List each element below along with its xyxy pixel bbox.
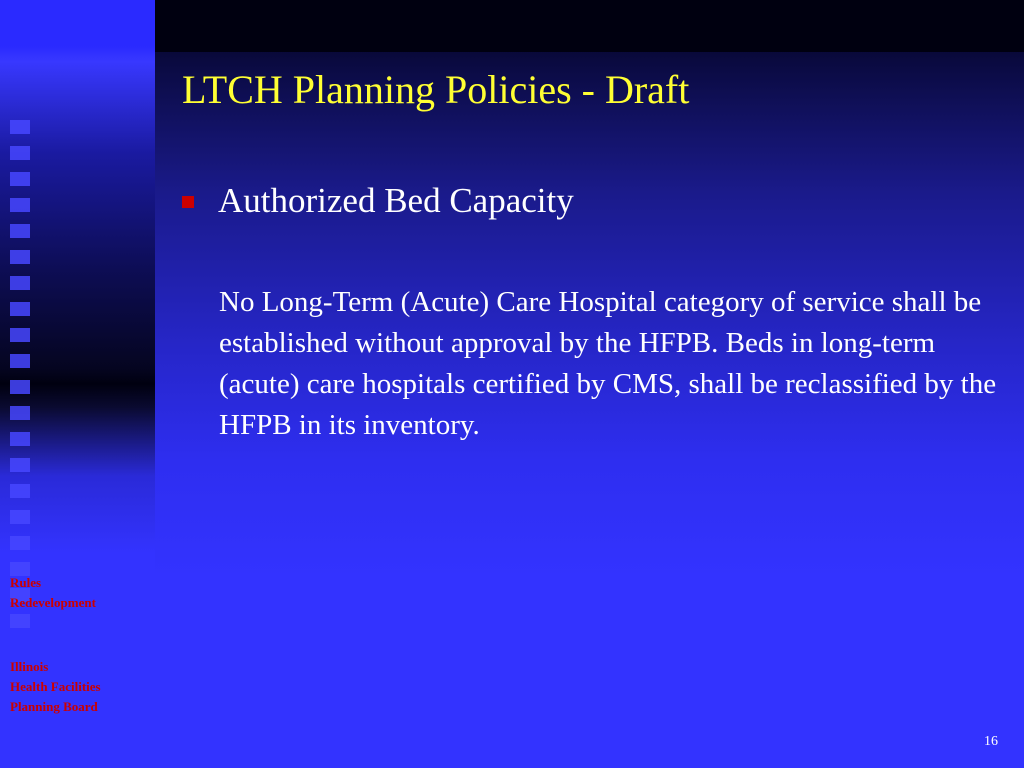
decor-square xyxy=(10,406,30,420)
decor-square xyxy=(10,224,30,238)
decor-square xyxy=(10,302,30,316)
square-bullet-icon xyxy=(182,196,194,208)
decor-square xyxy=(10,432,30,446)
page-number: 16 xyxy=(984,734,998,749)
body-paragraph: No Long-Term (Acute) Care Hospital category of service shall be established without approval by the HFPB. Beds in long-term (acute) care hospitals certified by CMS, shall be reclassified by the HFPB in its inventory. xyxy=(219,286,997,441)
bullet-item xyxy=(182,178,574,224)
decor-square xyxy=(10,250,30,264)
decor-square xyxy=(10,172,30,186)
sidebar xyxy=(0,0,155,768)
sidebar-line-redevelopment: Redevelopment xyxy=(10,595,96,610)
sidebar-caption-rules xyxy=(10,573,96,613)
decor-square xyxy=(10,328,30,342)
decor-square xyxy=(10,198,30,212)
sidebar-line-planning-board: Planning Board xyxy=(10,699,98,714)
sidebar-line-rules: Rules xyxy=(10,575,42,590)
decor-square xyxy=(10,354,30,368)
sidebar-line-illinois: Illinois xyxy=(10,659,49,674)
decor-square xyxy=(10,484,30,498)
decor-square xyxy=(10,614,30,628)
sidebar-square-column xyxy=(10,120,32,640)
decor-square xyxy=(10,380,30,394)
sidebar-caption-board xyxy=(10,657,101,717)
decor-square xyxy=(10,458,30,472)
decor-square xyxy=(10,536,30,550)
decor-square xyxy=(10,276,30,290)
sidebar-line-health-facilities: Health Facilities xyxy=(10,679,101,694)
decor-square xyxy=(10,120,30,134)
decor-square xyxy=(10,146,30,160)
slide-title: LTCH Planning Policies - Draft xyxy=(182,67,690,112)
bullet-text: Authorized Bed Capacity xyxy=(218,181,574,220)
decor-square xyxy=(10,510,30,524)
